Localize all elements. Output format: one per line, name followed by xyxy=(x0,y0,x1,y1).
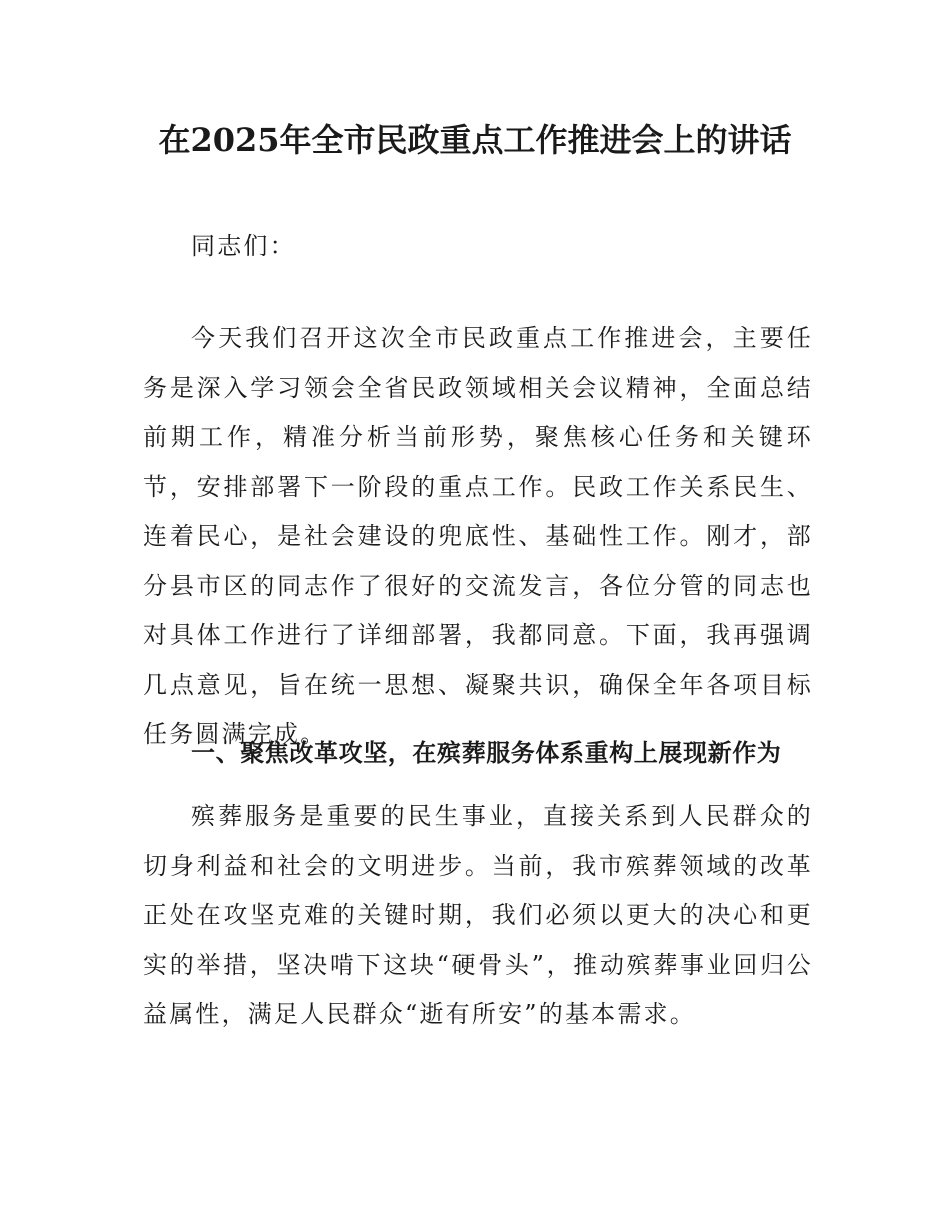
section-heading: 一、聚焦改革攻坚，在殡葬服务体系重构上展现新作为 xyxy=(191,739,782,767)
salutation: 同志们： xyxy=(191,232,296,260)
document-title: 在2025年全市民政重点工作推进会上的讲话 xyxy=(158,121,792,159)
body-paragraph: 今天我们召开这次全市民政重点工作推进会，主要任务是深入学习领会全省民政领域相关会议精神，全面总结前期工作，精准分析当前形势，聚焦核心任务和关键环节，安排部署下一阶段的重点工作。民政工作关系民生、连着民心，是社会建设的兜底性、基础性工作。刚才，部分县市区的同志作了很好的交流发言，各位分管的同志也对具体工作进行了详细部署，我都同意。下面，我再强调几点意见，旨在统一思想、凝聚共识，确保全年各项目标任务圆满完成。 xyxy=(143,324,813,748)
section-paragraph: 殡葬服务是重要的民生事业，直接关系到人民群众的切身利益和社会的文明进步。当前，我市殡葬领域的改革正处在攻坚克难的关键时期，我们必须以更大的决心和更实的举措，坚决啃下这块“硬骨头”，推动殡葬事业回归公益属性，满足人民群众“逝有所安”的基本需求。 xyxy=(143,802,813,1028)
